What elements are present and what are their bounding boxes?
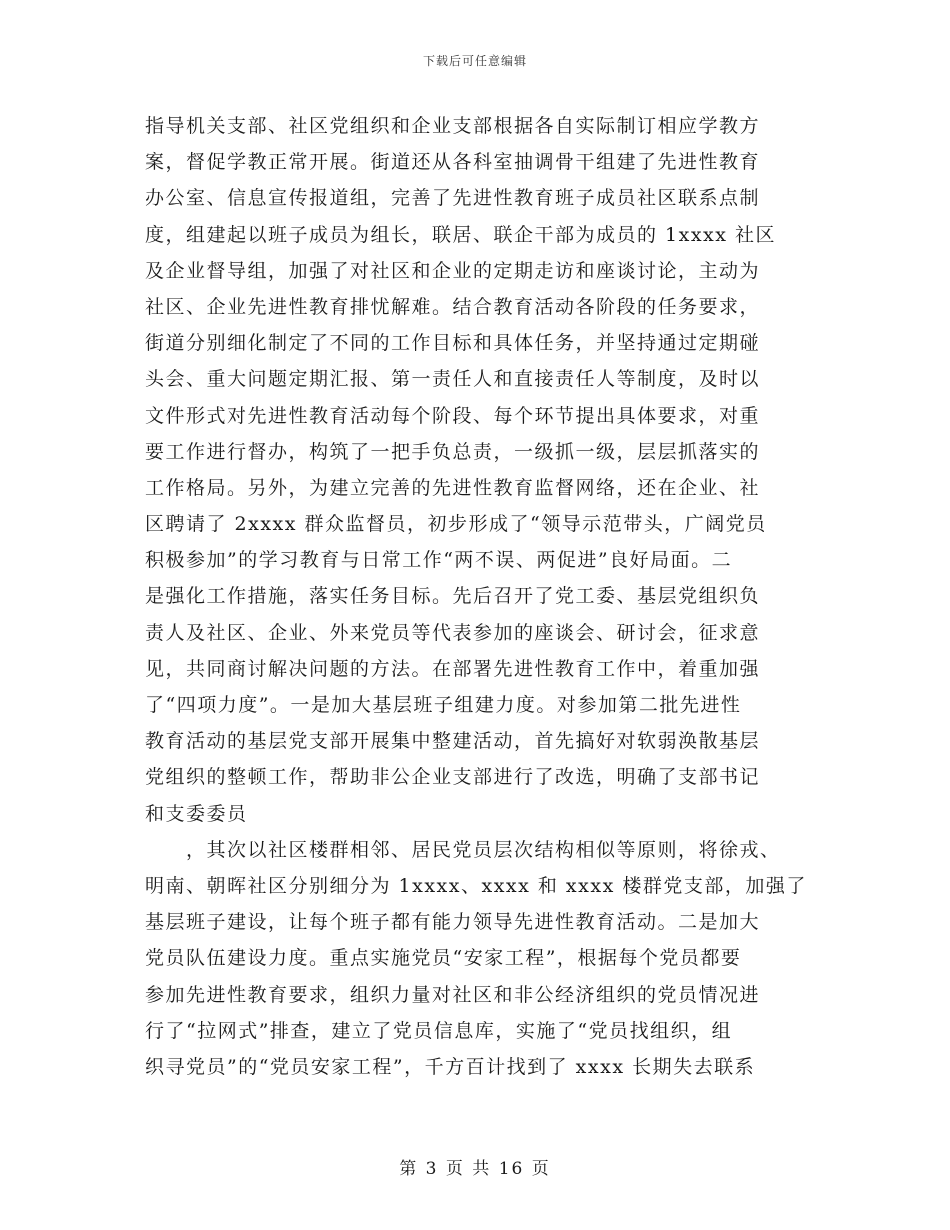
text-line: 街道分别细化制定了不同的工作目标和具体任务，并坚持通过定期碰 <box>145 332 761 355</box>
text-line: 见，共同商讨解决问题的方法。在部署先进性教育工作中，着重加强 <box>145 657 761 680</box>
text-line: 和支委委员 <box>145 802 248 825</box>
text-line: 积极参加”的学习教育与日常工作“两不误、两促进”良好局面。二 <box>145 549 733 572</box>
page-header-note: 下载后可任意编辑 <box>422 54 527 68</box>
text-line: 头会、重大问题定期汇报、第一责任人和直接责任人等制度，及时以 <box>145 368 761 391</box>
text-line: 要工作进行督办，构筑了一把手负总责，一级抓一级，层层抓落实的 <box>145 440 761 463</box>
text-line: 案，督促学教正常开展。街道还从各科室抽调骨干组建了先进性教育 <box>145 151 761 174</box>
text-line: 办公室、信息宣传报道组，完善了先进性教育班子成员社区联系点制 <box>145 187 761 210</box>
text-line: 党组织的整顿工作，帮助非公企业支部进行了改选，明确了支部书记 <box>145 766 761 789</box>
text-line: 社区、企业先进性教育排忧解难。结合教育活动各阶段的任务要求， <box>145 295 761 318</box>
text-line: 织寻党员”的“党员安家工程”，千方百计找到了 xxxx 长期失去联系 <box>145 1055 756 1078</box>
text-line: 基层班子建设，让每个班子都有能力领导先进性教育活动。二是加大 <box>145 911 761 934</box>
text-line: 指导机关支部、社区党组织和企业支部根据各自实际制订相应学教方 <box>145 115 761 137</box>
text-line: 责人及社区、企业、外来党员等代表参加的座谈会、研讨会，征求意 <box>145 621 761 644</box>
text-line: 了“四项力度”。一是加大基层班子组建力度。对参加第二批先进性 <box>145 694 742 716</box>
text-line: 党员队伍建设力度。重点实施党员“安家工程”，根据每个党员都要 <box>145 947 742 970</box>
text-line: 行了“拉网式”排查，建立了党员信息库，实施了“党员找组织，组 <box>145 1019 733 1042</box>
text-line: 文件形式对先进性教育活动每个阶段、每个环节提出具体要求，对重 <box>145 404 761 427</box>
text-line: 度，组建起以班子成员为组长，联居、联企干部为成员的 1xxxx 社区 <box>145 223 777 246</box>
text-line: 工作格局。另外，为建立完善的先进性教育监督网络，还在企业、社 <box>145 476 761 499</box>
text-line: ，其次以社区楼群相邻、居民党员层次结构相似等原则，将徐戎、 <box>145 838 781 861</box>
text-line: 区聘请了 2xxxx 群众监督员，初步形成了“领导示范带头，广阔党员 <box>145 513 767 536</box>
text-line: 是强化工作措施，落实任务目标。先后召开了党工委、基层党组织负 <box>145 585 761 608</box>
text-line: 教育活动的基层党支部开展集中整建活动，首先搞好对软弱涣散基层 <box>145 730 761 753</box>
text-line: 明南、朝晖社区分别细分为 1xxxx、xxxx 和 xxxx 楼群党支部，加强了 <box>145 874 807 897</box>
document-body <box>145 108 809 1085</box>
text-line: 及企业督导组，加强了对社区和企业的定期走访和座谈讨论，主动为 <box>145 259 761 282</box>
page-number-footer: 第 3 页 共 16 页 <box>399 1159 551 1179</box>
text-line: 参加先进性教育要求，组织力量对社区和非公经济组织的党员情况进 <box>145 983 761 1006</box>
